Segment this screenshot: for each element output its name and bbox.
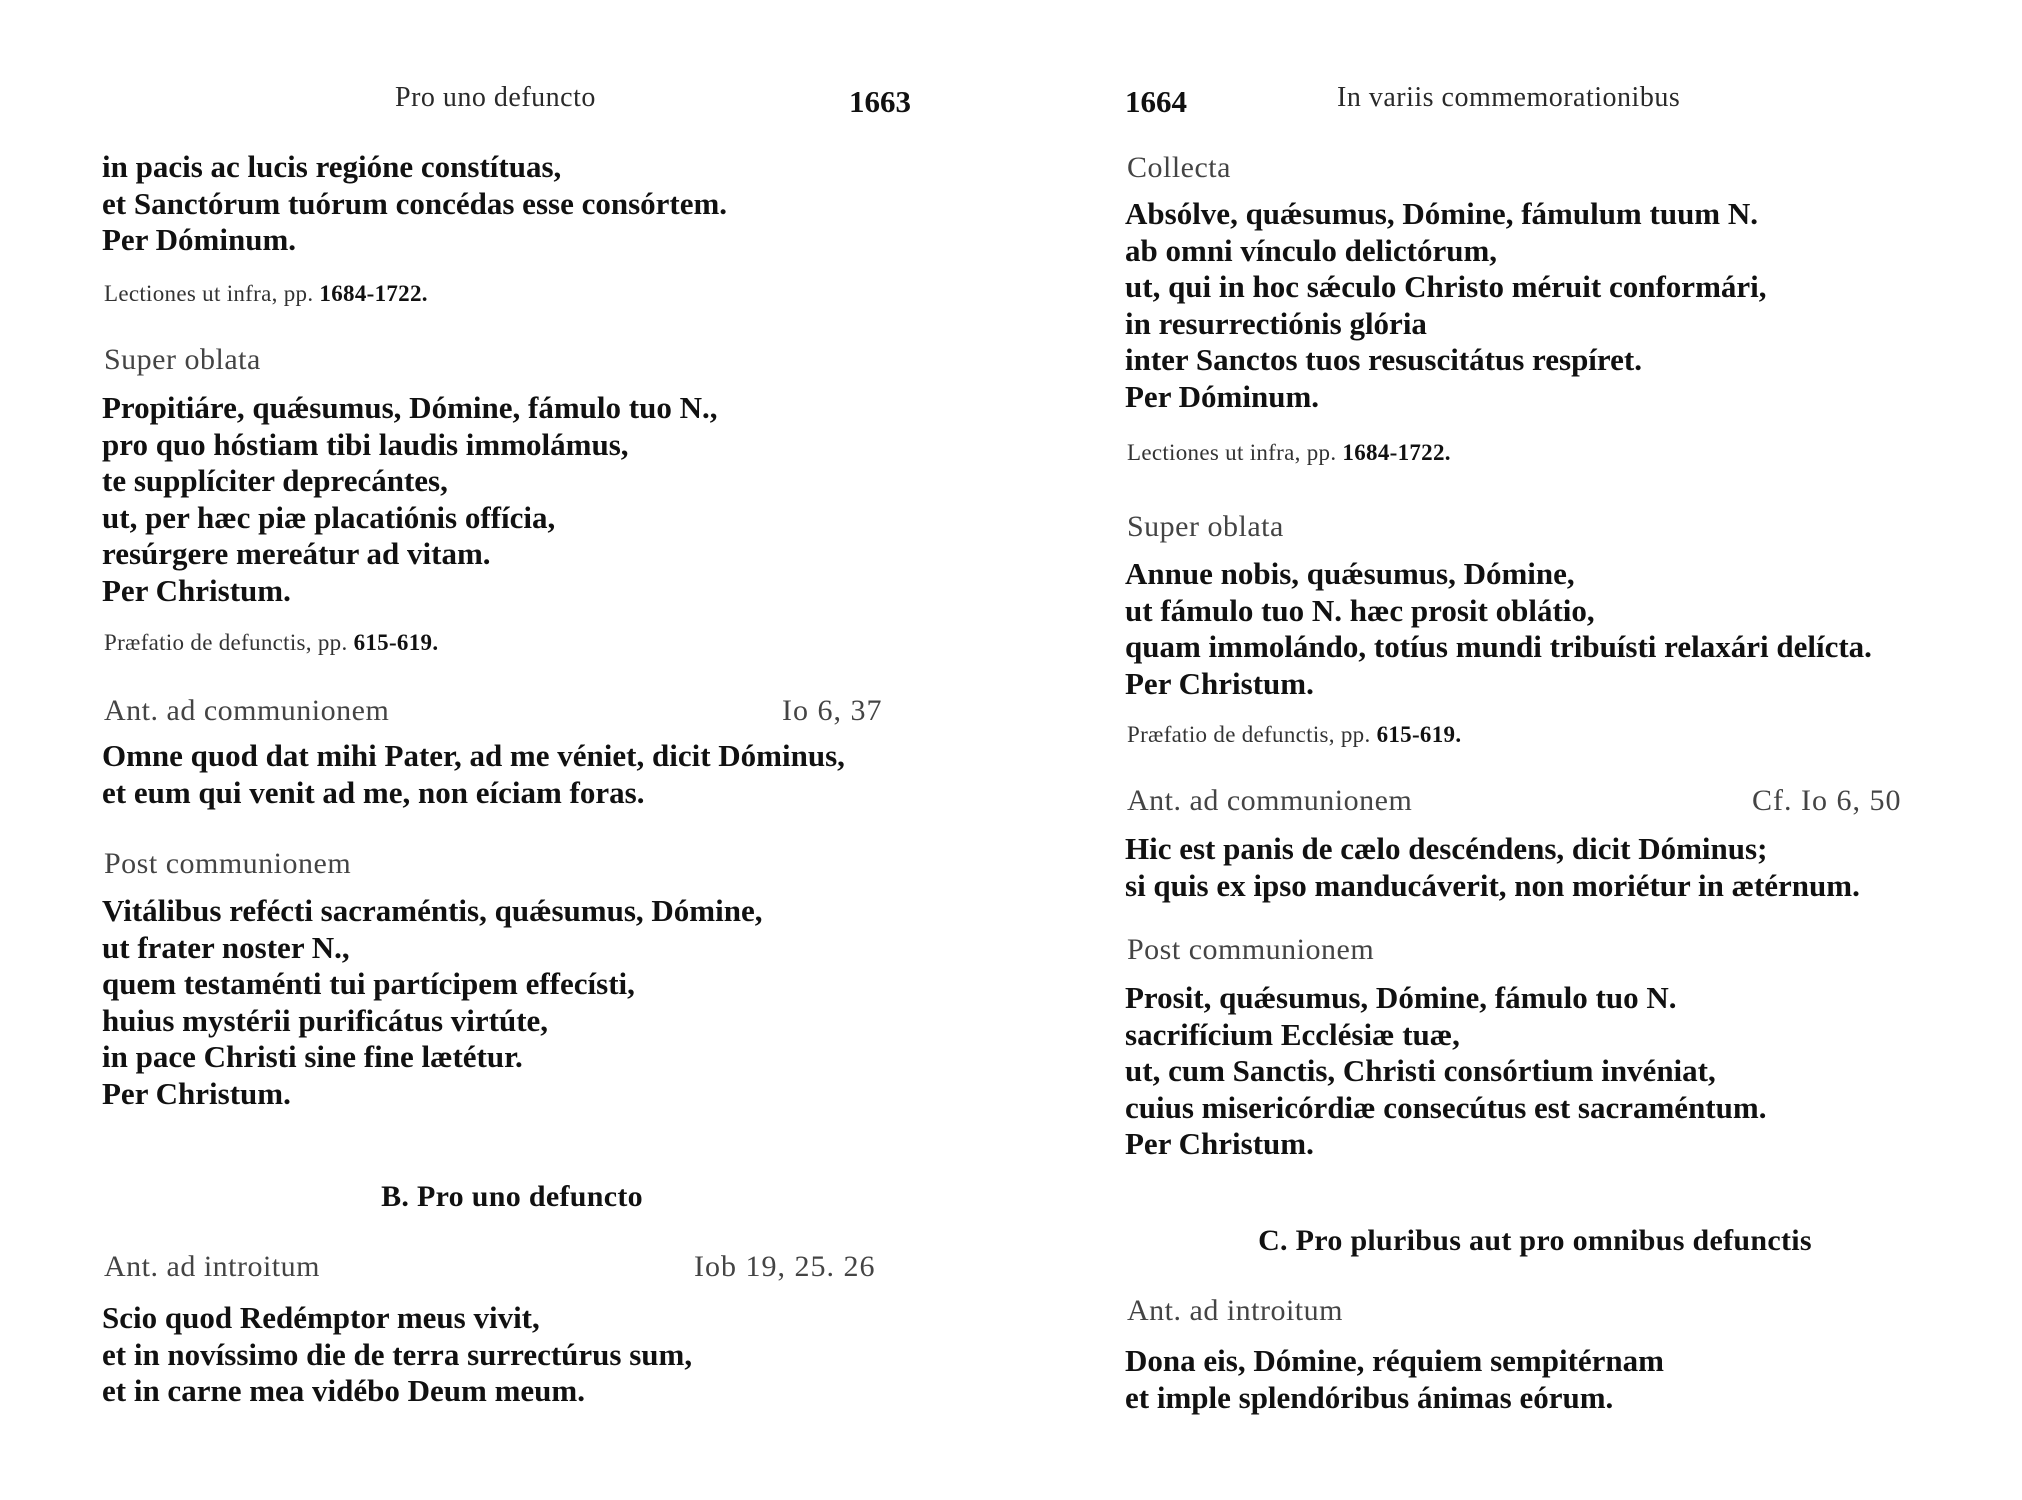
text-line: huius mystérii purificátus virtúte, [102, 1002, 549, 1038]
text-line: ut, qui in hoc sǽculo Christo méruit conformári, [1125, 269, 1767, 304]
text-line: resúrgere mereátur ad vitam. [102, 536, 491, 571]
section-heading: C. Pro pluribus aut pro omnibus defunctis [1258, 1224, 1812, 1257]
text-line: cuius misericórdiæ consecútus est sacraméntum. [1125, 1089, 1767, 1125]
text-line: ut, cum Sanctis, Christi consórtium invéniat, [1125, 1053, 1716, 1088]
note-text: Præfatio de defunctis, pp. [1127, 722, 1377, 747]
text-line: ut frater noster N., [102, 929, 350, 965]
running-title: Pro uno defuncto [395, 82, 596, 113]
text-line: Per Christum. [102, 1075, 291, 1111]
text-line: sacrifícium Ecclésiæ tuæ, [1125, 1016, 1460, 1052]
text-line: Absólve, quǽsumus, Dómine, fámulum tuum N. [1125, 196, 1759, 231]
text-line: Per Christum. [1125, 1126, 1314, 1161]
note-pages: 1684-1722. [319, 281, 428, 306]
collecta-label: Collecta [1127, 151, 1231, 184]
text-line: Prosit, quǽsumus, Dómine, fámulo tuo N. [1125, 980, 1677, 1015]
text-line: Propitiáre, quǽsumus, Dómine, fámulo tuo N., [102, 390, 718, 425]
page-number: 1664 [1125, 84, 1187, 119]
super-oblata-text [1125, 556, 1872, 702]
text-line: quem testaménti tui partícipem effecísti, [102, 966, 635, 1001]
text-line: et in novíssimo die de terra surrectúrus sum, [102, 1336, 693, 1372]
ant-communionem-text [1125, 831, 1860, 904]
running-title: In variis commemorationibus [1337, 82, 1681, 113]
section-heading: B. Pro uno defuncto [381, 1180, 643, 1213]
text-line: Annue nobis, quǽsumus, Dómine, [1125, 556, 1575, 591]
praefatio-note [104, 630, 438, 656]
text-line: quam immolándo, totíus mundi tribuísti relaxári delícta. [1125, 629, 1872, 664]
super-oblata-text [102, 390, 717, 609]
text-line: Per Christum. [102, 572, 291, 608]
note-text: Lectiones ut infra, pp. [104, 281, 320, 306]
text-line: et eum qui venit ad me, non eíciam foras. [102, 774, 645, 810]
text-line: ut, per hæc piæ placatiónis offícia, [102, 499, 556, 535]
text-line: Dona eis, Dómine, réquiem sempitérnam [1125, 1343, 1664, 1378]
prayer-continuation [102, 149, 727, 259]
ant-communionem-text [102, 738, 845, 811]
text-line: pro quo hóstiam tibi laudis immolámus, [102, 426, 629, 462]
text-line: Per Dóminum. [102, 222, 297, 257]
super-oblata-label: Super oblata [1127, 510, 1284, 543]
ant-introitum-text [1125, 1343, 1664, 1416]
text-line: si quis ex ipso manducáverit, non moriétur in ætérnum. [1125, 867, 1860, 903]
text-line: Per Christum. [1125, 665, 1314, 701]
collecta-text [1125, 196, 1767, 415]
text-line: Scio quod Redémptor meus vivit, [102, 1300, 540, 1335]
ant-communionem-label: Ant. ad communionem [1127, 784, 1413, 817]
note-text: Præfatio de defunctis, pp. [104, 630, 354, 655]
lectiones-note [104, 281, 428, 307]
text-line: Vitálibus refécti sacraméntis, quǽsumus, Dómine, [102, 893, 763, 928]
text-line: Omne quod dat mihi Pater, ad me véniet, dicit Dóminus, [102, 738, 845, 773]
note-pages: 1684-1722. [1342, 440, 1451, 465]
text-line: te supplíciter deprecántes, [102, 463, 448, 498]
text-line: Hic est panis de cælo descéndens, dicit Dóminus; [1125, 831, 1768, 866]
praefatio-note [1127, 722, 1461, 748]
post-communionem-label: Post communionem [1127, 933, 1375, 966]
text-line: ab omni vínculo delictórum, [1125, 232, 1498, 268]
text-line: in pacis ac lucis regióne constítuas, [102, 149, 562, 184]
note-pages: 615-619. [1376, 722, 1462, 747]
ant-introitum-text [102, 1300, 692, 1410]
text-line: in resurrectiónis glória [1125, 305, 1427, 341]
super-oblata-label: Super oblata [104, 343, 261, 376]
text-line: inter Sanctos tuos resuscitátus respíret. [1125, 342, 1642, 377]
note-pages: 615-619. [353, 630, 439, 655]
text-line: in pace Christi sine fine lætétur. [102, 1039, 523, 1074]
text-line: et imple splendóribus ánimas eórum. [1125, 1379, 1614, 1415]
text-line: et Sanctórum tuórum concédas esse consórtem. [102, 185, 728, 221]
post-communionem-text [102, 893, 762, 1112]
ant-introitum-label: Ant. ad introitum [104, 1250, 320, 1283]
ant-communionem-label: Ant. ad communionem [104, 694, 390, 727]
scripture-reference: Cf. Io 6, 50 [1752, 784, 1902, 817]
post-communionem-text [1125, 980, 1766, 1163]
scripture-reference: Io 6, 37 [782, 694, 883, 727]
text-line: Per Dóminum. [1125, 378, 1320, 414]
page-number: 1663 [849, 84, 911, 119]
ant-introitum-label: Ant. ad introitum [1127, 1294, 1343, 1327]
lectiones-note [1127, 440, 1451, 466]
note-text: Lectiones ut infra, pp. [1127, 440, 1343, 465]
scripture-reference: Iob 19, 25. 26 [694, 1250, 876, 1283]
post-communionem-label: Post communionem [104, 847, 352, 880]
text-line: ut fámulo tuo N. hæc prosit oblátio, [1125, 592, 1595, 628]
text-line: et in carne mea vidébo Deum meum. [102, 1373, 585, 1408]
